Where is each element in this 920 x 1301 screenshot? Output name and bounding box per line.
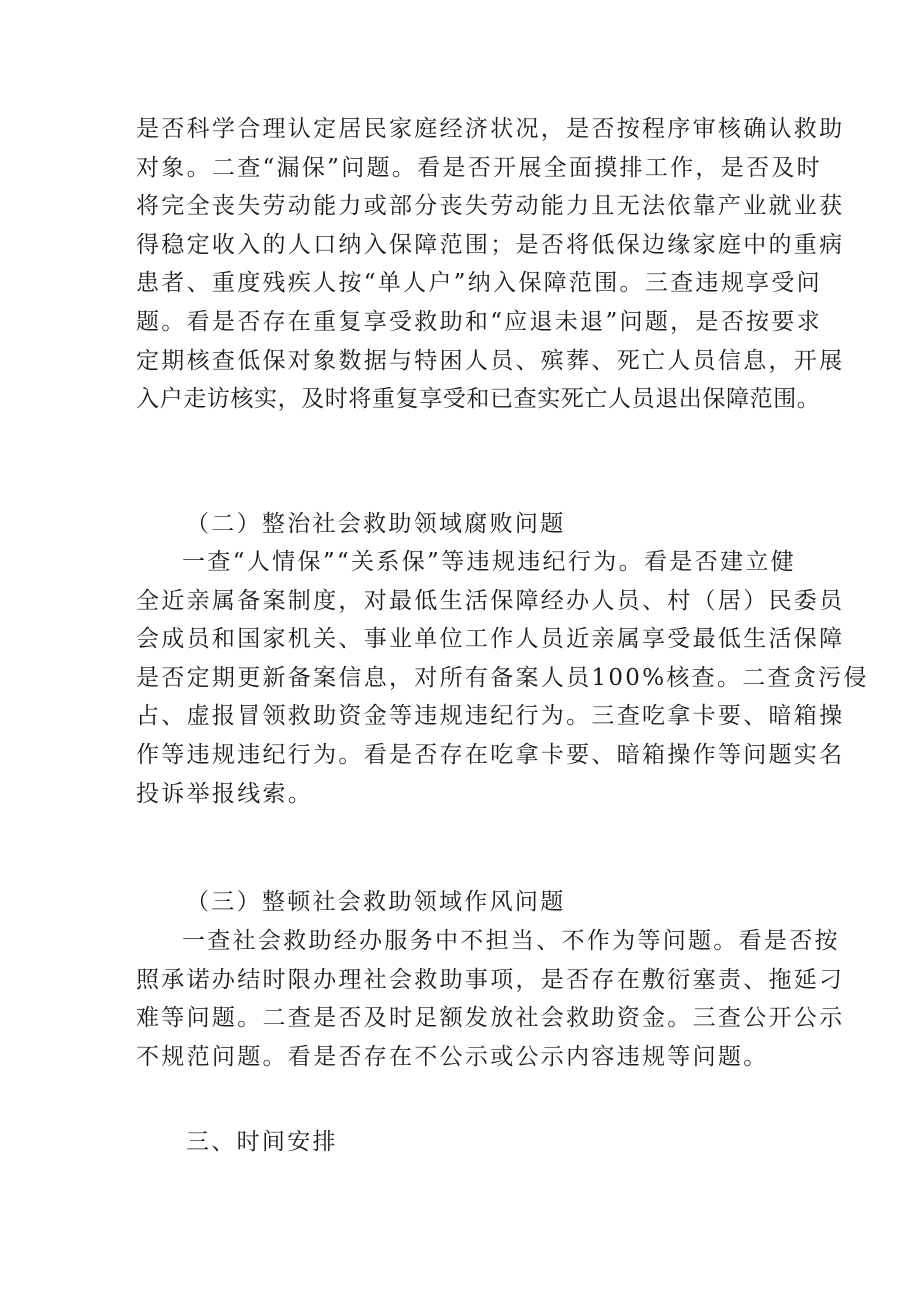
paragraph-line: 得稳定收入的人口纳入保障范围；是否将低保边缘家庭中的重病 [136, 231, 845, 258]
paragraph-line: 照承诺办结时限办理社会救助事项，是否存在敷衍塞责、拖延刁 [136, 966, 845, 993]
paragraph-1 [136, 110, 845, 419]
paragraph-line: 是否定期更新备案信息，对所有备案人员100%核查。二查贪污侵 [136, 664, 869, 691]
paragraph-line: 会成员和国家机关、事业单位工作人员近亲属享受最低生活保障 [136, 626, 845, 653]
paragraph-line: 难等问题。二查是否及时足额发放社会救助资金。三查公开公示 [136, 1005, 845, 1032]
paragraph-3 [136, 922, 845, 1076]
paragraph-line: 作等违规违纪行为。看是否存在吃拿卡要、暗箱操作等问题实名 [136, 741, 845, 768]
paragraph-line: 一查“人情保”“关系保”等违规违纪行为。看是否建立健 [182, 549, 796, 575]
paragraph-line: 是否科学合理认定居民家庭经济状况，是否按程序审核确认救助 [136, 116, 845, 142]
paragraph-line: 患者、重度残疾人按“单人户”纳入保障范围。三查违规享受问 [136, 270, 822, 297]
paragraph-line: 不规范问题。看是否存在不公示或公示内容违规等问题。 [136, 1043, 769, 1070]
paragraph-line: 投诉举报线索。 [136, 780, 314, 807]
subsection-heading-2: （二）整治社会救助领域腐败问题 [186, 511, 566, 537]
paragraph-line: 定期核查低保对象数据与特困人员、殡葬、死亡人员信息，开展 [136, 347, 845, 374]
paragraph-line: 将完全丧失劳动能力或部分丧失劳动能力且无法依靠产业就业获 [136, 193, 845, 220]
paragraph-line: 题。看是否存在重复享受救助和“应退未退”问题，是否按要求 [136, 308, 822, 335]
paragraph-line: 一查社会救助经办服务中不担当、不作为等问题。看是否按 [182, 928, 840, 954]
subsection-heading-3: （三）整顿社会救助领域作风问题 [186, 889, 566, 915]
paragraph-line: 入户走访核实，及时将重复享受和已查实死亡人员退出保障范围。 [136, 386, 821, 413]
paragraph-line: 占、虚报冒领救助资金等违规违纪行为。三查吃拿卡要、暗箱操 [136, 703, 845, 730]
paragraph-2 [136, 543, 869, 813]
paragraph-line: 全近亲属备案制度，对最低生活保障经办人员、村（居）民委员 [136, 587, 845, 614]
section-heading-3: 三、时间安排 [186, 1129, 338, 1155]
paragraph-line: 对象。二查“漏保”问题。看是否开展全面摸排工作，是否及时 [136, 154, 822, 181]
